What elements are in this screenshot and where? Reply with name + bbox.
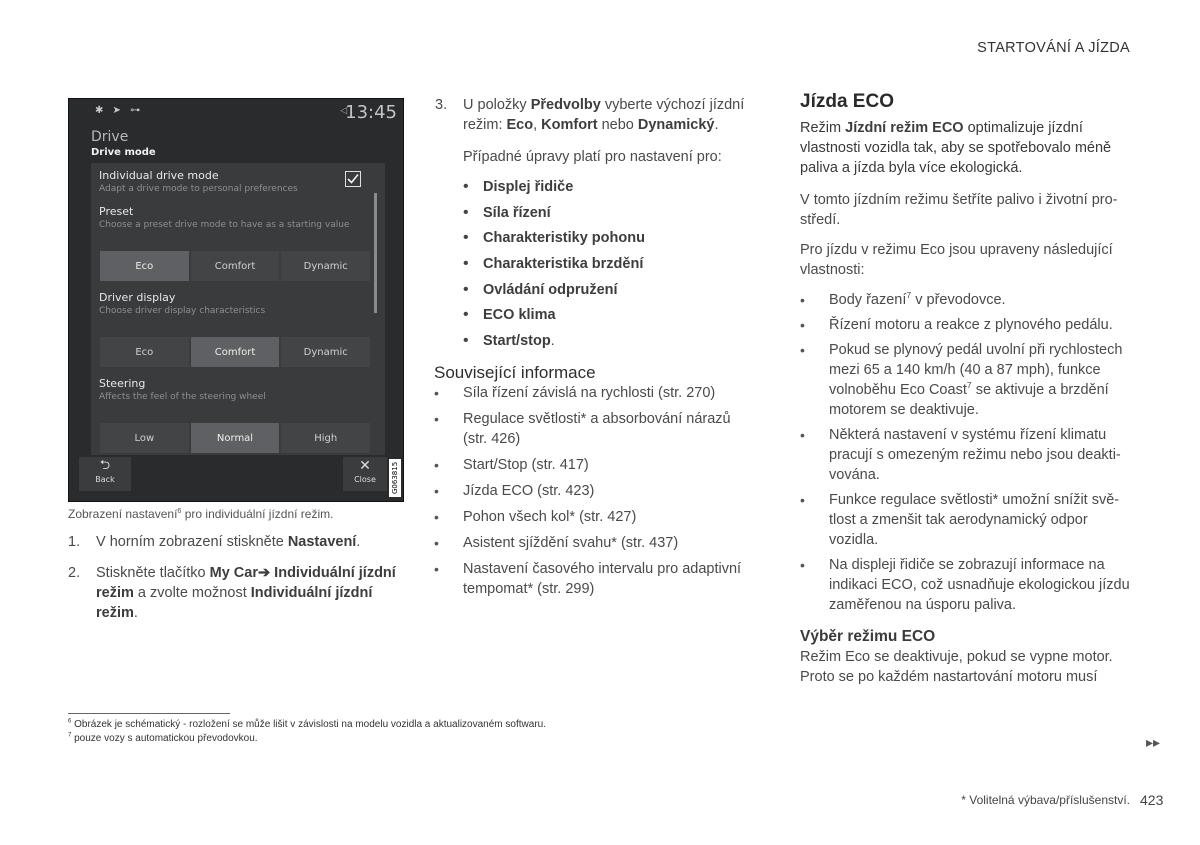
step-3-number: 3. bbox=[435, 97, 448, 113]
back-label: Back bbox=[95, 475, 115, 484]
adjust-list: • Displej řidiče • Síla řízení • Charakteristiky pohonu • Charakteristika brzdění • Ovládání odpružení • ECO klima • Start/stop. bbox=[434, 177, 754, 351]
steering-option-low[interactable]: Low bbox=[100, 423, 189, 453]
driver-display-option-dynamic[interactable]: Dynamic bbox=[281, 337, 370, 367]
related-link[interactable]: • Regulace světlosti* a absorbování nárazů (str. 426) bbox=[434, 409, 754, 449]
related-link[interactable]: • Asistent sjíždění svahu* (str. 437) bbox=[434, 533, 754, 553]
related-heading: Související informace bbox=[434, 363, 596, 383]
eco-list bbox=[800, 290, 1132, 615]
adjust-item: Displej řidiče bbox=[483, 179, 574, 195]
step-1-number: 1. bbox=[68, 534, 81, 550]
screen-title: Drive bbox=[91, 129, 129, 145]
footnote-6: $^6$ Obrázek je schématický - rozložení se může lišit v závislosti na modelu vozidla a aktualizovaném softwaru. bbox=[68, 718, 546, 730]
screen-subtitle: Drive mode bbox=[91, 147, 156, 158]
eco-select-text: Režim Eco se deaktivuje, pokud se vypne motor. Proto se po každém nastartování motoru musí bbox=[800, 649, 1113, 685]
steering-option-normal[interactable]: Normal bbox=[191, 423, 280, 453]
section-header: STARTOVÁNÍ A JÍZDA bbox=[977, 40, 1130, 56]
driver-display-option-comfort[interactable]: Comfort bbox=[191, 337, 280, 367]
related-link[interactable]: • Pohon všech kol* (str. 427) bbox=[434, 507, 754, 527]
related-link[interactable]: • Start/Stop (str. 417) bbox=[434, 455, 754, 475]
adjust-item: Síla řízení bbox=[483, 204, 551, 221]
related-list bbox=[434, 383, 754, 599]
settings-panel bbox=[91, 163, 385, 455]
preset-option-comfort[interactable]: Comfort bbox=[191, 251, 280, 281]
eco-select-heading: Výběr režimu ECO bbox=[800, 628, 936, 645]
column-middle bbox=[434, 95, 754, 599]
steering-option-high[interactable]: High bbox=[281, 423, 370, 453]
step-1: 1. V horním zobrazení stiskněte Nastavení. bbox=[68, 534, 361, 550]
adjust-item: Ovládání odpružení bbox=[483, 281, 618, 298]
back-arrow-icon: ⮌ bbox=[99, 458, 111, 473]
preset-selector bbox=[100, 251, 370, 281]
eco-heading: Jízda ECO bbox=[800, 91, 894, 112]
eco-list-item: • Body řazení$^7$ v převodovce. bbox=[800, 290, 1132, 310]
figure-caption: Zobrazení nastavení$^6$ pro individuální jízdní režim. bbox=[68, 506, 334, 521]
scrollbar[interactable] bbox=[374, 193, 377, 313]
clock: 13:45 bbox=[345, 102, 397, 123]
steering-title: Steering bbox=[99, 377, 146, 390]
status-bar bbox=[69, 99, 403, 127]
eco-paragraph-1: V tomto jízdním režimu šetříte palivo i životní pro-středí. bbox=[800, 192, 1118, 228]
driver-display-desc: Choose driver display characteristics bbox=[99, 306, 266, 316]
preset-option-dynamic[interactable]: Dynamic bbox=[281, 251, 370, 281]
driver-display-selector bbox=[100, 337, 370, 367]
footnote-7: $^7$ pouze vozy s automatickou převodovkou. bbox=[68, 732, 258, 744]
individual-mode-checkbox[interactable] bbox=[345, 171, 361, 187]
steering-selector bbox=[100, 423, 370, 453]
column-right bbox=[800, 92, 1132, 687]
driver-display-title: Driver display bbox=[99, 291, 176, 304]
close-icon: ✕ bbox=[359, 458, 371, 474]
eco-list-item: • Na displeji řidiče se zobrazují informace na indikaci ECO, což usnadňuje ekologickou jízdu zaměřenou na úsporu paliva. bbox=[800, 555, 1132, 615]
adjust-item: Charakteristika brzdění bbox=[483, 256, 644, 273]
adjust-intro: Případné úpravy platí pro nastavení pro: bbox=[463, 149, 722, 165]
adjust-item: Charakteristiky pohonu bbox=[483, 230, 645, 247]
preset-desc: Choose a preset drive mode to have as a starting value bbox=[99, 220, 350, 230]
close-label: Close bbox=[354, 475, 376, 484]
status-icons: ✱ ➤ ⊶ bbox=[95, 105, 144, 116]
individual-mode-desc: Adapt a drive mode to personal preferences bbox=[99, 184, 298, 194]
related-link[interactable]: • Nastavení časového intervalu pro adaptivní tempomat* (str. 299) bbox=[434, 559, 754, 599]
related-link[interactable]: • Jízda ECO (str. 423) bbox=[434, 481, 754, 501]
arrow-icon: ➔ bbox=[258, 565, 271, 581]
infotainment-screen bbox=[68, 98, 404, 502]
checkmark-icon bbox=[347, 173, 359, 185]
adjust-item: ECO klima bbox=[483, 307, 556, 324]
signal-icon: ◁ bbox=[340, 106, 347, 116]
eco-list-item: • Funkce regulace světlosti* umožní snížit svě-tlost a zmenšit tak aerodynamický odpor vozidla. bbox=[800, 490, 1132, 550]
image-code: G063815 bbox=[389, 459, 401, 497]
eco-intro: Režim Jízdní režim ECO optimalizuje jízdní vlastnosti vozidla tak, aby se spotřebovalo méně paliva a jízda byla více ekologická. bbox=[800, 120, 1112, 176]
driver-display-option-eco[interactable]: Eco bbox=[100, 337, 189, 367]
preset-option-eco[interactable]: Eco bbox=[100, 251, 189, 281]
eco-list-item: • Řízení motoru a reakce z plynového pedálu. bbox=[800, 315, 1132, 335]
adjust-item: Start/stop bbox=[483, 333, 551, 350]
preset-title: Preset bbox=[99, 205, 134, 218]
bottom-bar bbox=[69, 455, 403, 501]
step-3: 3. U položky Předvolby vyberte výchozí jízdní režim: Eco, Komfort nebo Dynamický. bbox=[435, 97, 745, 133]
page-number: 423 bbox=[1140, 792, 1164, 808]
next-page-arrow-icon[interactable]: ▸▸ bbox=[1146, 734, 1161, 750]
eco-paragraph-2: Pro jízdu v režimu Eco jsou upraveny následující vlastnosti: bbox=[800, 242, 1113, 278]
individual-mode-title: Individual drive mode bbox=[99, 169, 219, 182]
optional-equipment-note: * Volitelná výbava/příslušenství. bbox=[961, 793, 1130, 807]
eco-list-item: • Pokud se plynový pedál uvolní při rychlostech mezi 65 a 140 km/h (40 a 87 mph), funkce volnoběhu Eco Coast$^7$ se aktivuje a brzdění motorem se deaktivuje. bbox=[800, 340, 1132, 420]
step-2: 2. Stiskněte tlačítko My Car➔ Individuální jízdní režim a zvolte možnost Individuální jízdní režim. bbox=[68, 565, 396, 621]
eco-list-item: • Některá nastavení v systému řízení klimatu pracují s omezeným režimu nebo jsou deakti-vována. bbox=[800, 425, 1132, 485]
step-2-number: 2. bbox=[68, 565, 81, 581]
related-link[interactable]: • Síla řízení závislá na rychlosti (str. 270) bbox=[434, 383, 754, 403]
close-button[interactable] bbox=[343, 457, 387, 491]
footnote-rule bbox=[68, 713, 230, 714]
steering-desc: Affects the feel of the steering wheel bbox=[99, 392, 266, 402]
back-button[interactable] bbox=[79, 457, 131, 491]
